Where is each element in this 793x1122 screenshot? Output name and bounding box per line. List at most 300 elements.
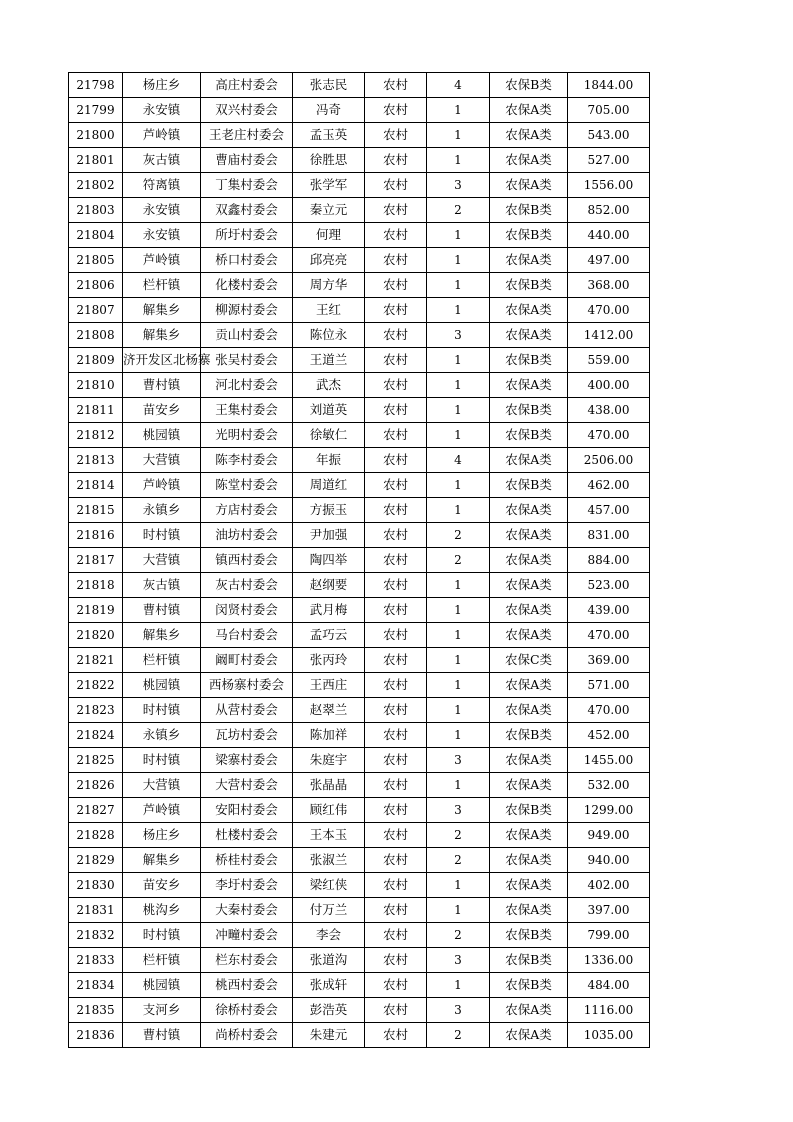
- amount-cell: 470.00: [568, 298, 650, 323]
- town-cell: 芦岭镇: [123, 473, 201, 498]
- table-row: [69, 148, 650, 173]
- insurance-category-cell: 农保B类: [490, 348, 568, 373]
- record-id-cell: 21824: [69, 723, 123, 748]
- record-id-cell: 21835: [69, 998, 123, 1023]
- area-type-cell: 农村: [365, 448, 427, 473]
- name-cell: 赵翠兰: [293, 698, 365, 723]
- amount-cell: 400.00: [568, 373, 650, 398]
- table-row: [69, 123, 650, 148]
- town-cell: 永安镇: [123, 198, 201, 223]
- village-committee-cell: 尚桥村委会: [201, 1023, 293, 1048]
- record-id-cell: 21822: [69, 673, 123, 698]
- table-row: [69, 873, 650, 898]
- area-type-cell: 农村: [365, 1023, 427, 1048]
- insurance-category-cell: 农保B类: [490, 723, 568, 748]
- area-type-cell: 农村: [365, 198, 427, 223]
- amount-cell: 1336.00: [568, 948, 650, 973]
- name-cell: 王本玉: [293, 823, 365, 848]
- area-type-cell: 农村: [365, 98, 427, 123]
- record-id-cell: 21801: [69, 148, 123, 173]
- amount-cell: 571.00: [568, 673, 650, 698]
- insurance-category-cell: 农保A类: [490, 773, 568, 798]
- table-row: [69, 823, 650, 848]
- town-cell: 桃园镇: [123, 973, 201, 998]
- name-cell: 张学军: [293, 173, 365, 198]
- area-type-cell: 农村: [365, 823, 427, 848]
- table-row: [69, 673, 650, 698]
- record-id-cell: 21809: [69, 348, 123, 373]
- table-row: [69, 598, 650, 623]
- insurance-category-cell: 农保B类: [490, 473, 568, 498]
- town-cell: 大营镇: [123, 448, 201, 473]
- household-count-cell: 2: [427, 823, 490, 848]
- insurance-category-cell: 农保A类: [490, 1023, 568, 1048]
- record-id-cell: 21816: [69, 523, 123, 548]
- area-type-cell: 农村: [365, 848, 427, 873]
- household-count-cell: 2: [427, 198, 490, 223]
- amount-cell: 884.00: [568, 548, 650, 573]
- household-count-cell: 1: [427, 973, 490, 998]
- record-id-cell: 21804: [69, 223, 123, 248]
- village-committee-cell: 灰古村委会: [201, 573, 293, 598]
- village-committee-cell: 西杨寨村委会: [201, 673, 293, 698]
- insurance-category-cell: 农保A类: [490, 598, 568, 623]
- village-committee-cell: 大营村委会: [201, 773, 293, 798]
- village-committee-cell: 双兴村委会: [201, 98, 293, 123]
- amount-cell: 1116.00: [568, 998, 650, 1023]
- name-cell: 邱亮亮: [293, 248, 365, 273]
- table-row: [69, 748, 650, 773]
- household-count-cell: 2: [427, 523, 490, 548]
- village-committee-cell: 王老庄村委会: [201, 123, 293, 148]
- table-row: [69, 73, 650, 98]
- insurance-category-cell: 农保C类: [490, 648, 568, 673]
- household-count-cell: 1: [427, 873, 490, 898]
- area-type-cell: 农村: [365, 773, 427, 798]
- table-row: [69, 448, 650, 473]
- insurance-category-cell: 农保A类: [490, 823, 568, 848]
- area-type-cell: 农村: [365, 698, 427, 723]
- area-type-cell: 农村: [365, 648, 427, 673]
- village-committee-cell: 方店村委会: [201, 498, 293, 523]
- amount-cell: 559.00: [568, 348, 650, 373]
- amount-cell: 439.00: [568, 598, 650, 623]
- table-row: [69, 373, 650, 398]
- record-id-cell: 21811: [69, 398, 123, 423]
- record-id-cell: 21818: [69, 573, 123, 598]
- record-id-cell: 21833: [69, 948, 123, 973]
- insurance-category-cell: 农保B类: [490, 398, 568, 423]
- area-type-cell: 农村: [365, 498, 427, 523]
- area-type-cell: 农村: [365, 373, 427, 398]
- record-id-cell: 21808: [69, 323, 123, 348]
- amount-cell: 438.00: [568, 398, 650, 423]
- record-id-cell: 21799: [69, 98, 123, 123]
- name-cell: 张晶晶: [293, 773, 365, 798]
- insurance-category-cell: 农保A类: [490, 898, 568, 923]
- town-cell: 桃园镇: [123, 423, 201, 448]
- table-row: [69, 1023, 650, 1048]
- insurance-category-cell: 农保A类: [490, 498, 568, 523]
- name-cell: 赵纲要: [293, 573, 365, 598]
- amount-cell: 532.00: [568, 773, 650, 798]
- village-committee-cell: 张吴村委会: [201, 348, 293, 373]
- table-row: [69, 773, 650, 798]
- town-cell: 解集乡: [123, 298, 201, 323]
- household-count-cell: 3: [427, 323, 490, 348]
- name-cell: 何理: [293, 223, 365, 248]
- town-cell: 栏杆镇: [123, 648, 201, 673]
- area-type-cell: 农村: [365, 723, 427, 748]
- amount-cell: 949.00: [568, 823, 650, 848]
- town-cell: 时村镇: [123, 698, 201, 723]
- village-committee-cell: 冲疃村委会: [201, 923, 293, 948]
- area-type-cell: 农村: [365, 298, 427, 323]
- town-cell: 苗安乡: [123, 398, 201, 423]
- name-cell: 孟玉英: [293, 123, 365, 148]
- household-count-cell: 1: [427, 898, 490, 923]
- record-id-cell: 21805: [69, 248, 123, 273]
- amount-cell: 369.00: [568, 648, 650, 673]
- area-type-cell: 农村: [365, 748, 427, 773]
- record-id-cell: 21798: [69, 73, 123, 98]
- village-committee-cell: 光明村委会: [201, 423, 293, 448]
- village-committee-cell: 丁集村委会: [201, 173, 293, 198]
- town-cell: 曹村镇: [123, 1023, 201, 1048]
- record-id-cell: 21832: [69, 923, 123, 948]
- record-id-cell: 21829: [69, 848, 123, 873]
- name-cell: 陶四举: [293, 548, 365, 573]
- area-type-cell: 农村: [365, 573, 427, 598]
- town-cell: 支河乡: [123, 998, 201, 1023]
- town-cell: 苗安乡: [123, 873, 201, 898]
- insurance-category-cell: 农保A类: [490, 873, 568, 898]
- village-committee-cell: 镇西村委会: [201, 548, 293, 573]
- village-committee-cell: 贡山村委会: [201, 323, 293, 348]
- table-row: [69, 98, 650, 123]
- table-row: [69, 648, 650, 673]
- town-cell: 杨庄乡: [123, 823, 201, 848]
- area-type-cell: 农村: [365, 898, 427, 923]
- name-cell: 刘道英: [293, 398, 365, 423]
- insurance-category-cell: 农保B类: [490, 923, 568, 948]
- household-count-cell: 1: [427, 698, 490, 723]
- area-type-cell: 农村: [365, 623, 427, 648]
- name-cell: 陈位永: [293, 323, 365, 348]
- village-committee-cell: 陈李村委会: [201, 448, 293, 473]
- household-count-cell: 1: [427, 298, 490, 323]
- amount-cell: 368.00: [568, 273, 650, 298]
- table-row: [69, 173, 650, 198]
- insurance-category-cell: 农保A类: [490, 698, 568, 723]
- town-cell: 芦岭镇: [123, 798, 201, 823]
- name-cell: 朱建元: [293, 1023, 365, 1048]
- household-count-cell: 1: [427, 98, 490, 123]
- record-id-cell: 21813: [69, 448, 123, 473]
- amount-cell: 484.00: [568, 973, 650, 998]
- table-row: [69, 498, 650, 523]
- insurance-category-cell: 农保A类: [490, 298, 568, 323]
- village-committee-cell: 桥口村委会: [201, 248, 293, 273]
- village-committee-cell: 陈堂村委会: [201, 473, 293, 498]
- town-cell: 栏杆镇: [123, 948, 201, 973]
- record-id-cell: 21836: [69, 1023, 123, 1048]
- insurance-category-cell: 农保B类: [490, 273, 568, 298]
- insurance-category-cell: 农保A类: [490, 323, 568, 348]
- name-cell: 方振玉: [293, 498, 365, 523]
- insurance-category-cell: 农保A类: [490, 98, 568, 123]
- amount-cell: 462.00: [568, 473, 650, 498]
- household-count-cell: 2: [427, 848, 490, 873]
- village-committee-cell: 油坊村委会: [201, 523, 293, 548]
- insurance-category-cell: 农保A类: [490, 248, 568, 273]
- name-cell: 尹加强: [293, 523, 365, 548]
- table-row: [69, 798, 650, 823]
- amount-cell: 1299.00: [568, 798, 650, 823]
- area-type-cell: 农村: [365, 673, 427, 698]
- insurance-category-cell: 农保A类: [490, 173, 568, 198]
- household-count-cell: 1: [427, 273, 490, 298]
- area-type-cell: 农村: [365, 948, 427, 973]
- town-cell: 芦岭镇: [123, 248, 201, 273]
- table-row: [69, 923, 650, 948]
- town-cell: 灰古镇: [123, 573, 201, 598]
- name-cell: 张道沟: [293, 948, 365, 973]
- village-committee-cell: 曹庙村委会: [201, 148, 293, 173]
- insurance-category-cell: 农保B类: [490, 948, 568, 973]
- area-type-cell: 农村: [365, 398, 427, 423]
- insurance-category-cell: 农保B类: [490, 73, 568, 98]
- area-type-cell: 农村: [365, 598, 427, 623]
- insurance-category-cell: 农保B类: [490, 423, 568, 448]
- amount-cell: 1844.00: [568, 73, 650, 98]
- town-cell: 栏杆镇: [123, 273, 201, 298]
- insurance-category-cell: 农保A类: [490, 448, 568, 473]
- table-row: [69, 223, 650, 248]
- household-count-cell: 1: [427, 373, 490, 398]
- insurance-category-cell: 农保A类: [490, 123, 568, 148]
- village-committee-cell: 高庄村委会: [201, 73, 293, 98]
- household-count-cell: 2: [427, 1023, 490, 1048]
- area-type-cell: 农村: [365, 248, 427, 273]
- record-id-cell: 21821: [69, 648, 123, 673]
- table-row: [69, 323, 650, 348]
- town-cell: 曹村镇: [123, 373, 201, 398]
- village-committee-cell: 化楼村委会: [201, 273, 293, 298]
- area-type-cell: 农村: [365, 423, 427, 448]
- village-committee-cell: 从营村委会: [201, 698, 293, 723]
- amount-cell: 440.00: [568, 223, 650, 248]
- area-type-cell: 农村: [365, 73, 427, 98]
- household-count-cell: 1: [427, 598, 490, 623]
- town-cell: 济开发区北杨寨: [123, 348, 201, 373]
- village-committee-cell: 安阳村委会: [201, 798, 293, 823]
- amount-cell: 527.00: [568, 148, 650, 173]
- table-row: [69, 423, 650, 448]
- village-committee-cell: 阚町村委会: [201, 648, 293, 673]
- name-cell: 徐胜思: [293, 148, 365, 173]
- table-row: [69, 848, 650, 873]
- table-row: [69, 623, 650, 648]
- insurance-category-cell: 农保A类: [490, 748, 568, 773]
- record-id-cell: 21819: [69, 598, 123, 623]
- household-count-cell: 2: [427, 548, 490, 573]
- amount-cell: 523.00: [568, 573, 650, 598]
- name-cell: 武月梅: [293, 598, 365, 623]
- amount-cell: 397.00: [568, 898, 650, 923]
- name-cell: 张志民: [293, 73, 365, 98]
- name-cell: 徐敏仁: [293, 423, 365, 448]
- table-row: [69, 898, 650, 923]
- amount-cell: 497.00: [568, 248, 650, 273]
- amount-cell: 799.00: [568, 923, 650, 948]
- town-cell: 大营镇: [123, 773, 201, 798]
- record-id-cell: 21800: [69, 123, 123, 148]
- household-count-cell: 1: [427, 348, 490, 373]
- table-row: [69, 698, 650, 723]
- town-cell: 时村镇: [123, 923, 201, 948]
- name-cell: 王道兰: [293, 348, 365, 373]
- amount-cell: 831.00: [568, 523, 650, 548]
- amount-cell: 452.00: [568, 723, 650, 748]
- town-cell: 大营镇: [123, 548, 201, 573]
- town-cell: 曹村镇: [123, 598, 201, 623]
- insurance-category-cell: 农保B类: [490, 973, 568, 998]
- village-committee-cell: 瓦坊村委会: [201, 723, 293, 748]
- village-committee-cell: 桃西村委会: [201, 973, 293, 998]
- record-id-cell: 21815: [69, 498, 123, 523]
- area-type-cell: 农村: [365, 123, 427, 148]
- village-committee-cell: 闵贤村委会: [201, 598, 293, 623]
- area-type-cell: 农村: [365, 973, 427, 998]
- household-count-cell: 3: [427, 948, 490, 973]
- area-type-cell: 农村: [365, 998, 427, 1023]
- village-committee-cell: 徐桥村委会: [201, 998, 293, 1023]
- insurance-category-cell: 农保A类: [490, 673, 568, 698]
- household-count-cell: 1: [427, 723, 490, 748]
- name-cell: 陈加祥: [293, 723, 365, 748]
- record-id-cell: 21803: [69, 198, 123, 223]
- name-cell: 孟巧云: [293, 623, 365, 648]
- town-cell: 符离镇: [123, 173, 201, 198]
- insurance-category-cell: 农保A类: [490, 573, 568, 598]
- record-id-cell: 21806: [69, 273, 123, 298]
- table-row: [69, 273, 650, 298]
- household-count-cell: 3: [427, 173, 490, 198]
- record-id-cell: 21828: [69, 823, 123, 848]
- amount-cell: 1556.00: [568, 173, 650, 198]
- amount-cell: 470.00: [568, 623, 650, 648]
- village-committee-cell: 梁寨村委会: [201, 748, 293, 773]
- insurance-category-cell: 农保A类: [490, 848, 568, 873]
- area-type-cell: 农村: [365, 348, 427, 373]
- household-count-cell: 1: [427, 673, 490, 698]
- town-cell: 永镇乡: [123, 498, 201, 523]
- village-committee-cell: 柳源村委会: [201, 298, 293, 323]
- area-type-cell: 农村: [365, 473, 427, 498]
- table-row: [69, 948, 650, 973]
- town-cell: 永安镇: [123, 223, 201, 248]
- household-count-cell: 1: [427, 573, 490, 598]
- household-count-cell: 1: [427, 498, 490, 523]
- household-count-cell: 1: [427, 148, 490, 173]
- village-committee-cell: 桥桂村委会: [201, 848, 293, 873]
- name-cell: 张丙玲: [293, 648, 365, 673]
- table-body: [69, 73, 650, 1048]
- village-committee-cell: 所圩村委会: [201, 223, 293, 248]
- record-id-cell: 21814: [69, 473, 123, 498]
- area-type-cell: 农村: [365, 148, 427, 173]
- record-id-cell: 21810: [69, 373, 123, 398]
- household-count-cell: 3: [427, 998, 490, 1023]
- town-cell: 杨庄乡: [123, 73, 201, 98]
- amount-cell: 402.00: [568, 873, 650, 898]
- name-cell: 冯奇: [293, 98, 365, 123]
- insurance-category-cell: 农保B类: [490, 223, 568, 248]
- table-row: [69, 573, 650, 598]
- table-row: [69, 473, 650, 498]
- town-cell: 永镇乡: [123, 723, 201, 748]
- village-committee-cell: 河北村委会: [201, 373, 293, 398]
- name-cell: 王红: [293, 298, 365, 323]
- household-count-cell: 1: [427, 398, 490, 423]
- name-cell: 周道红: [293, 473, 365, 498]
- household-count-cell: 1: [427, 623, 490, 648]
- amount-cell: 705.00: [568, 98, 650, 123]
- table-row: [69, 398, 650, 423]
- name-cell: 梁红侠: [293, 873, 365, 898]
- household-count-cell: 1: [427, 248, 490, 273]
- amount-cell: 1455.00: [568, 748, 650, 773]
- area-type-cell: 农村: [365, 548, 427, 573]
- record-id-cell: 21825: [69, 748, 123, 773]
- name-cell: 顾红伟: [293, 798, 365, 823]
- household-count-cell: 3: [427, 798, 490, 823]
- town-cell: 解集乡: [123, 848, 201, 873]
- insurance-category-cell: 农保A类: [490, 548, 568, 573]
- village-committee-cell: 李圩村委会: [201, 873, 293, 898]
- insurance-category-cell: 农保A类: [490, 373, 568, 398]
- record-id-cell: 21826: [69, 773, 123, 798]
- household-count-cell: 4: [427, 73, 490, 98]
- record-id-cell: 21830: [69, 873, 123, 898]
- name-cell: 彭浩英: [293, 998, 365, 1023]
- village-committee-cell: 栏东村委会: [201, 948, 293, 973]
- household-count-cell: 1: [427, 223, 490, 248]
- town-cell: 时村镇: [123, 523, 201, 548]
- town-cell: 芦岭镇: [123, 123, 201, 148]
- area-type-cell: 农村: [365, 323, 427, 348]
- name-cell: 武杰: [293, 373, 365, 398]
- area-type-cell: 农村: [365, 223, 427, 248]
- amount-cell: 852.00: [568, 198, 650, 223]
- name-cell: 朱庭宇: [293, 748, 365, 773]
- name-cell: 李会: [293, 923, 365, 948]
- table-row: [69, 548, 650, 573]
- amount-cell: 940.00: [568, 848, 650, 873]
- village-committee-cell: 王集村委会: [201, 398, 293, 423]
- record-id-cell: 21802: [69, 173, 123, 198]
- village-committee-cell: 双鑫村委会: [201, 198, 293, 223]
- area-type-cell: 农村: [365, 798, 427, 823]
- area-type-cell: 农村: [365, 173, 427, 198]
- table-row: [69, 348, 650, 373]
- record-id-cell: 21827: [69, 798, 123, 823]
- name-cell: 年振: [293, 448, 365, 473]
- insurance-category-cell: 农保A类: [490, 148, 568, 173]
- amount-cell: 470.00: [568, 698, 650, 723]
- record-id-cell: 21812: [69, 423, 123, 448]
